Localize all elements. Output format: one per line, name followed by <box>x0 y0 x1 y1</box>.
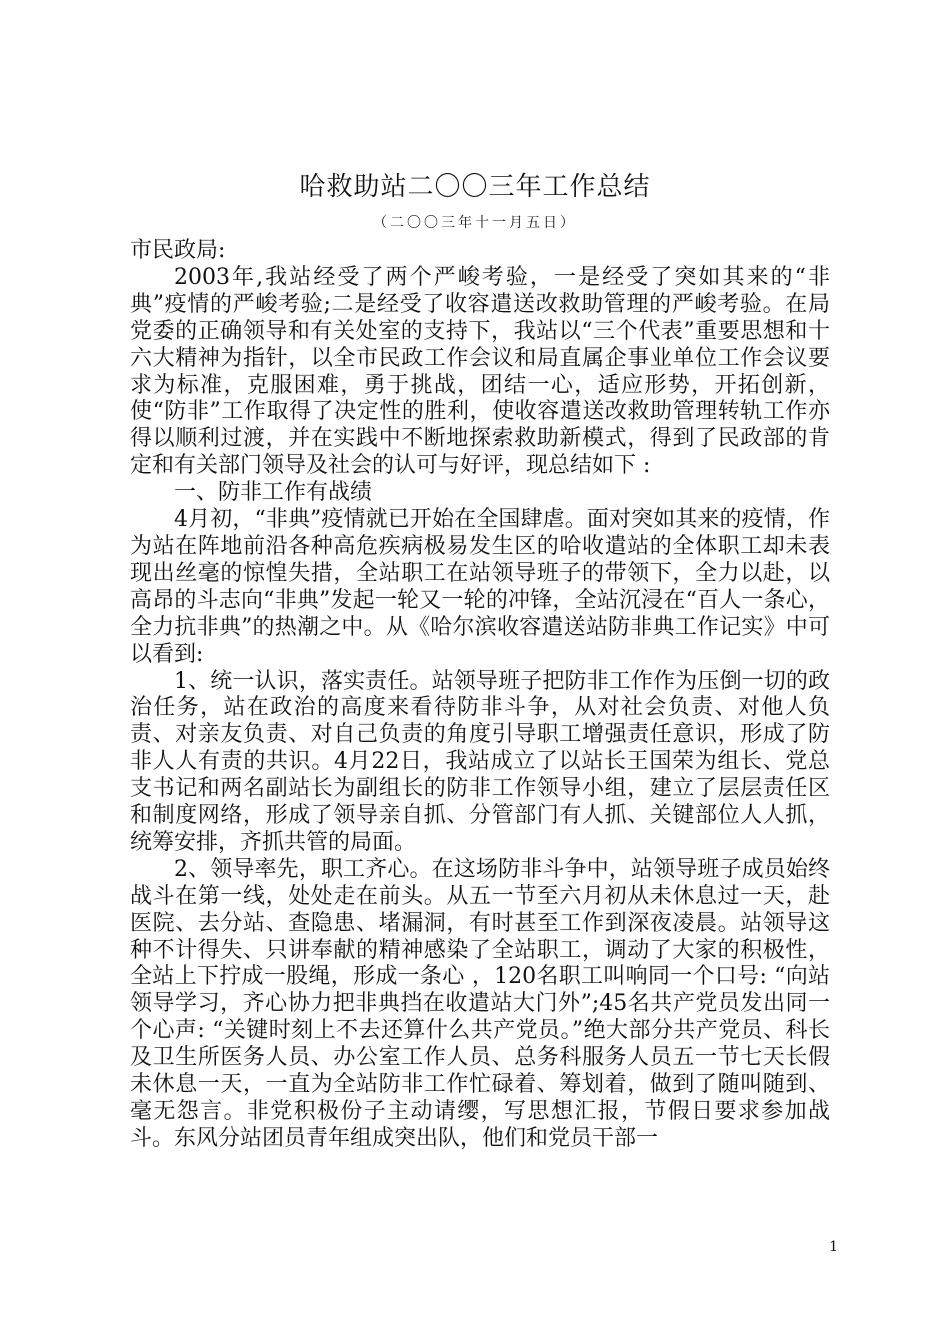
document-title: 哈救助站二〇〇三年工作总结 <box>299 172 651 202</box>
paragraph-april: 4月初，“非典”疫情就已开始在全国肆虐。面对突如其来的疫情，作为站在阵地前沿各种高危疾病极易发生区的哈收遣站的全体职工却未表现出丝毫的惊惶失措，全站职工在站领导班子的带领下，全力以赴，以高昂的斗志向“非典”发起一轮又一轮的冲锋，全站沉浸在“百人一条心，全力抗非典”的热潮之中。从《哈尔滨收容遣送站防非典工作记实》中可以看到: <box>130 507 830 667</box>
paragraph-item-2: 2、领导率先，职工齐心。在这场防非斗争中，站领导班子成员始终战斗在第一线，处处走在前头。从五一节至六月初从未休息过一天，赴医院、去分站、查隐患、堵漏洞，有时甚至工作到深夜凌晨。站领导这种不计得失、只讲奉献的精神感染了全站职工，调动了大家的积极性，全站上下拧成一股绳，形成一条心 ，120名职工叫响同一个口号: “向站领导学习，齐心协力把非典挡在收遣站大门外”;45名共产党员发出同一个心声: “关键时刻上不去还算什么共产党员。”绝大部分共产党员、科长及卫生所医务人员、办公室工作人员、总务科服务人员五一节七天长假未休息一天，一直为全站防非工作忙碌着、筹划着，做到了随叫随到、毫无怨言。非党积极份子主动请缨，写思想汇报，节假日要求参加战斗。东风分站团员青年组成突出队，他们和党员干部一 <box>130 856 830 1151</box>
paragraph-item-1: 1、统一认识，落实责任。站领导班子把防非工作作为压倒一切的政治任务，站在政治的高度来看待防非斗争，从对社会负责、对他人负责、对亲友负责、对自己负责的角度引导职工增强责任意识，形成了防非人人有责的共识。4月22日，我站成立了以站长王国荣为组长、党总支书记和两名副站长为副组长的防非工作领导小组，建立了层层责任区和制度网络，形成了领导亲自抓、分管部门有人抓、关键部位人人抓，统筹安排，齐抓共管的局面。 <box>130 668 830 855</box>
salutation: 市民政局: <box>130 238 226 263</box>
page-number: 1 <box>829 1239 838 1255</box>
paragraph-intro: 2003年,我站经受了两个严峻考验，一是经受了突如其来的“非典”疫情的严峻考验;二是经受了收容遣送改救助管理的严峻考验。在局党委的正确领导和有关处室的支持下，我站以“三个代表”重要思想和十六大精神为指针，以全市民政工作会议和局直属企事业单位工作会议要求为标准，克服困难，勇于挑战，团结一心，适应形势，开拓创新，使“防非”工作取得了决定性的胜利，使收容遣送改救助管理转轨工作亦得以顺利过渡，并在实践中不断地探索救助新模式，得到了民政部的肯定和有关部门领导及社会的认可与好评，现总结如下 : <box>130 264 830 479</box>
document-date: （二〇〇三年十一月五日） <box>373 215 577 231</box>
section-heading-1: 一、防非工作有战绩 <box>174 480 373 506</box>
document-body <box>130 238 830 1153</box>
